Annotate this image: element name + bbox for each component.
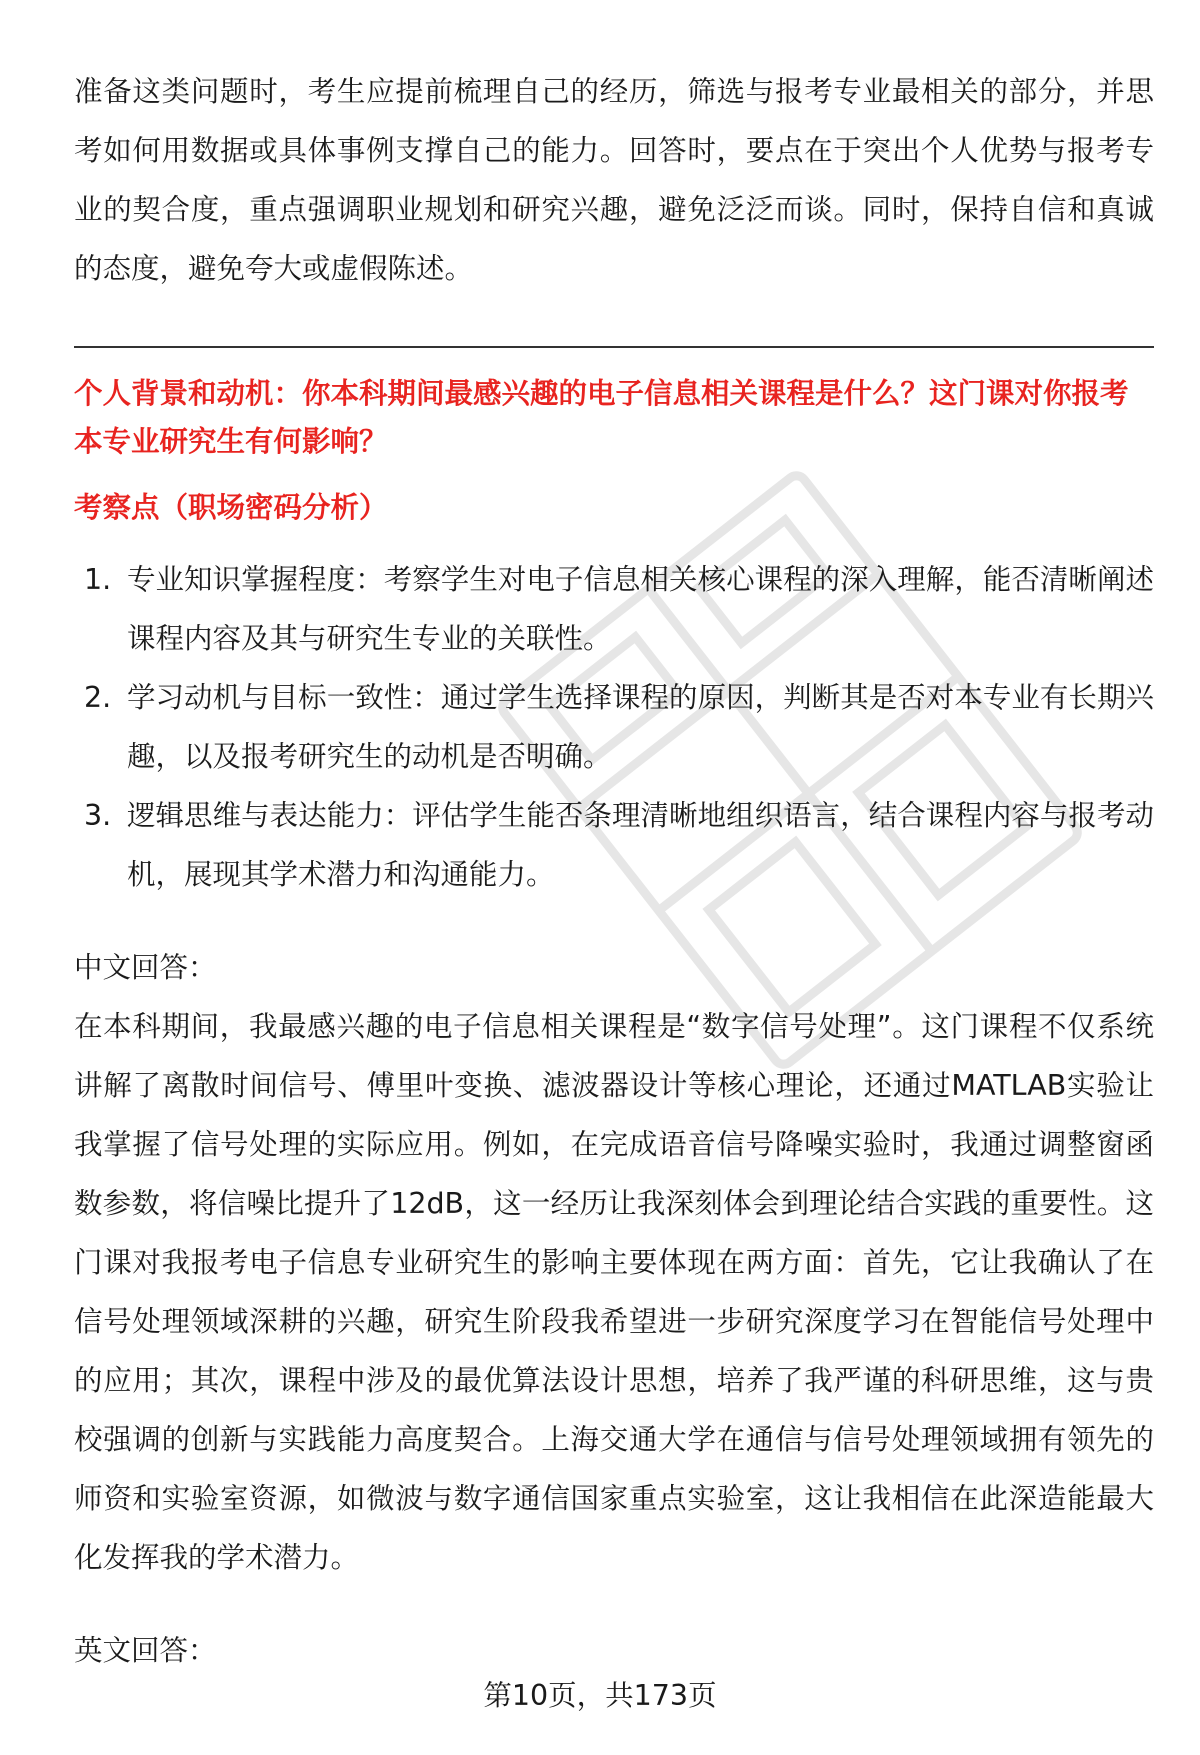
list-item — [74, 550, 1154, 668]
list-item-text: 学习动机与目标一致性：通过学生选择课程的原因，判断其是否对本专业有长期兴趣，以及报考研究生的动机是否明确。 — [127, 681, 1154, 773]
assessment-points-heading: 考察点（职场密码分析） — [74, 491, 388, 524]
list-item-number: 1. — [84, 563, 112, 596]
document-body — [74, 62, 1154, 1680]
chinese-answer-label: 中文回答： — [74, 951, 217, 984]
english-answer-label: 英文回答： — [74, 1634, 217, 1667]
list-item — [74, 786, 1154, 904]
page-number-footer: 第10页，共173页 — [483, 1679, 717, 1712]
chinese-answer-text: 在本科期间，我最感兴趣的电子信息相关课程是“数字信号处理”。这门课程不仅系统讲解了离散时间信号、傅里叶变换、滤波器设计等核心理论，还通过MATLAB实验让我掌握了信号处理的实际应用。例如，在完成语音信号降噪实验时，我通过调整窗函数参数，将信噪比提升了12dB，这一经历让我深刻体会到理论结合实践的重要性。这门课对我报考电子信息专业研究生的影响主要体现在两方面：首先，它让我确认了在信号处理领域深耕的兴趣，研究生阶段我希望进一步研究深度学习在智能信号处理中的应用；其次，课程中涉及的最优算法设计思想，培养了我严谨的科研思维，这与贵校强调的创新与实践能力高度契合。上海交通大学在通信与信号处理领域拥有领先的师资和实验室资源，如微波与数字通信国家重点实验室，这让我相信在此深造能最大化发挥我的学术潜力。 — [74, 1010, 1154, 1574]
list-item-text: 专业知识掌握程度：考察学生对电子信息相关核心课程的深入理解，能否清晰阐述课程内容及其与研究生专业的关联性。 — [127, 563, 1154, 655]
section-divider — [74, 346, 1154, 348]
list-item-number: 2. — [84, 681, 112, 714]
list-item-number: 3. — [84, 799, 112, 832]
list-item-text: 逻辑思维与表达能力：评估学生能否条理清晰地组织语言，结合课程内容与报考动机，展现其学术潜力和沟通能力。 — [127, 799, 1154, 891]
list-item — [74, 668, 1154, 786]
intro-paragraph: 准备这类问题时，考生应提前梳理自己的经历，筛选与报考专业最相关的部分，并思考如何用数据或具体事例支撑自己的能力。回答时，要点在于突出个人优势与报考专业的契合度，重点强调职业规划和研究兴趣，避免泛泛而谈。同时，保持自信和真诚的态度，避免夸大或虚假陈述。 — [74, 75, 1154, 285]
assessment-points-list — [74, 550, 1154, 904]
question-heading: 个人背景和动机：你本科期间最感兴趣的电子信息相关课程是什么？这门课对你报考本专业研究生有何影响？ — [74, 377, 1129, 458]
